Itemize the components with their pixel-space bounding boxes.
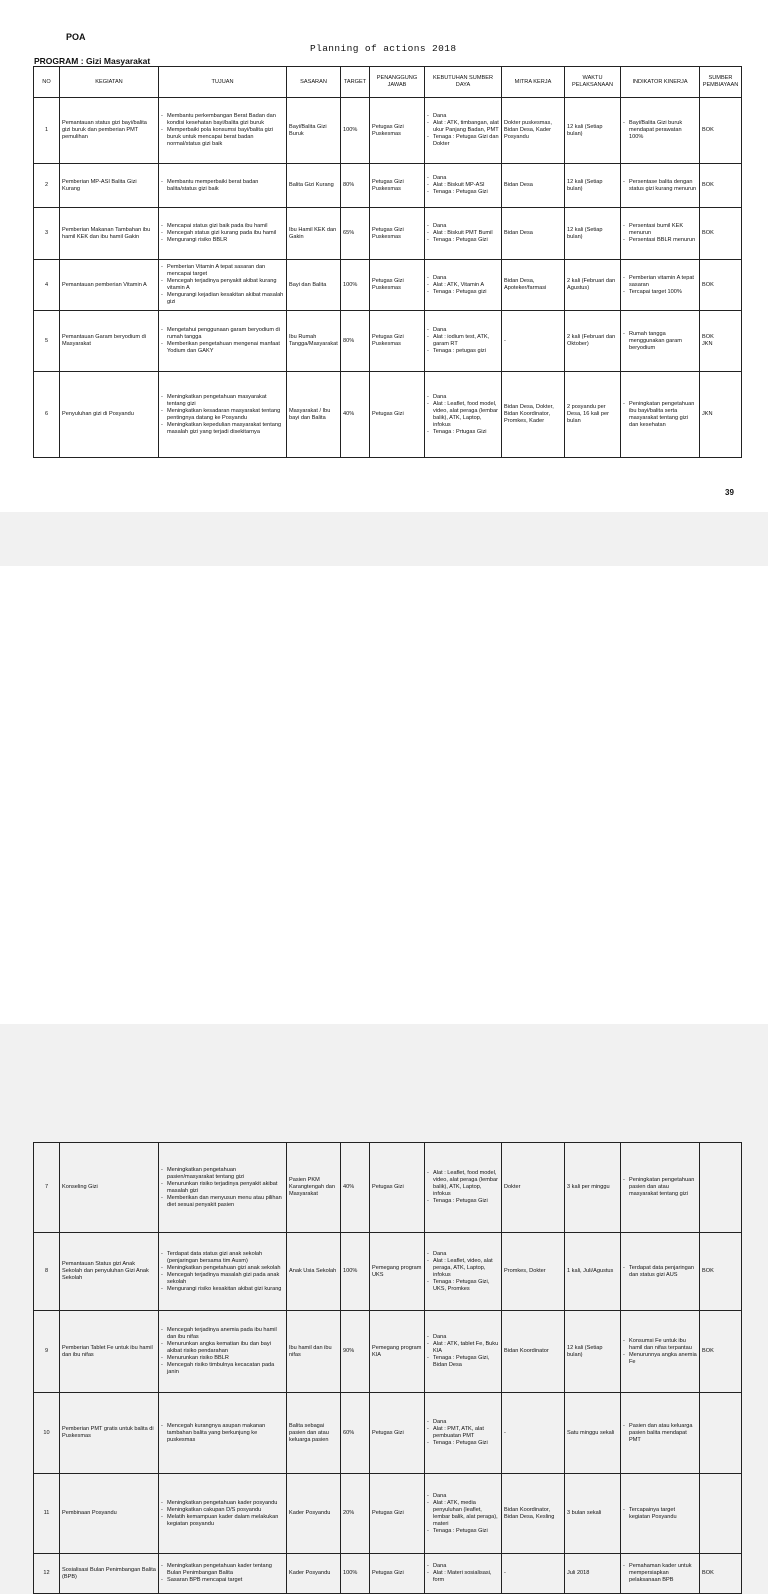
column-header: NO — [34, 67, 60, 98]
sasaran-cell: Balita Gizi Kurang — [287, 164, 341, 208]
list-item: - Terdapat data status gizi anak sekolah (penjaringan bersama tim Ausm) — [161, 1251, 284, 1265]
row-number: 11 — [34, 1474, 60, 1554]
list-item: - Persentase balita dengan status gizi kurang menurun — [623, 179, 697, 193]
list-item: - Alat : Biskuit MP-ASI — [427, 182, 499, 189]
row-number: 6 — [34, 372, 60, 458]
poa-label: POA — [66, 32, 86, 42]
list-item: - Mengurangi risiko kesakitan akibat gizi kurang — [161, 1286, 284, 1293]
list-item: - Alat : PMT, ATK, alat pembuatan PMT — [427, 1426, 499, 1440]
tujuan-cell — [159, 1311, 287, 1393]
penanggung-jawab-cell: Petugas Gizi — [370, 372, 425, 458]
list-item: - Alat : Materi sosialisasi, form — [427, 1570, 499, 1584]
sumber-daya-cell — [425, 1554, 502, 1594]
list-item: - Meningkatkan pengetahuan pasien/masyarakat tentang gizi — [161, 1167, 284, 1181]
penanggung-jawab-cell: Petugas Gizi Puskesmas — [370, 164, 425, 208]
list-item: - Tenaga : Petugas Gizi — [427, 1198, 499, 1205]
kegiatan-cell: Penyuluhan gizi di Posyandu — [60, 372, 159, 458]
indikator-cell — [621, 208, 700, 260]
kegiatan-cell: Pemberian MP-ASI Balita Gizi Kurang — [60, 164, 159, 208]
list-item: - Alat : Biskuit PMT Bumil — [427, 230, 499, 237]
kegiatan-cell: Pemantauan status gizi bayi/balita gizi buruk dan pemberian PMT pemulihan — [60, 98, 159, 164]
target-cell: 90% — [341, 1311, 370, 1393]
poa-table-page-1 — [33, 66, 742, 458]
list-item: - Tenaga : Petugas Gizi — [427, 1528, 499, 1535]
column-header: TARGET — [341, 67, 370, 98]
sumber-pembiayaan-cell: BOK JKN — [700, 311, 742, 372]
sasaran-cell: Balita sebagai pasien dan atau keluarga pasien — [287, 1393, 341, 1474]
mitra-kerja-cell: Bidan Desa — [502, 208, 565, 260]
list-item: - Meningkatkan pengetahuan gizi anak sekolah — [161, 1265, 284, 1272]
row-number: 2 — [34, 164, 60, 208]
column-header: KEBUTUHAN SUMBER DAYA — [425, 67, 502, 98]
column-header: SASARAN — [287, 67, 341, 98]
sasaran-cell: Kader Posyandu — [287, 1474, 341, 1554]
row-number: 9 — [34, 1311, 60, 1393]
table-row — [34, 164, 742, 208]
sumber-daya-cell — [425, 1474, 502, 1554]
waktu-cell: 3 bulan sekali — [565, 1474, 621, 1554]
list-item: - Pasien dan atau keluarga pasien balita mendapat PMT — [623, 1423, 697, 1444]
document-page-1 — [0, 0, 768, 512]
sumber-pembiayaan-cell: BOK — [700, 1311, 742, 1393]
waktu-cell: 12 kali (Setiap bulan) — [565, 1311, 621, 1393]
list-item: - Terdapat data penjaringan dan status gizi AUS — [623, 1265, 697, 1279]
row-number: 7 — [34, 1143, 60, 1233]
list-item: - Mencegah terjadinya anemia pada ibu hamil dan ibu nifas — [161, 1327, 284, 1341]
tujuan-cell — [159, 164, 287, 208]
waktu-cell: 1 kali, Juli/Agustus — [565, 1233, 621, 1311]
table-row — [34, 1393, 742, 1474]
column-header: PENANGGUNG JAWAB — [370, 67, 425, 98]
list-item: - Tenaga : Petugas Gizi, Bidan Desa — [427, 1355, 499, 1369]
sumber-pembiayaan-cell — [700, 1143, 742, 1233]
indikator-cell — [621, 1311, 700, 1393]
target-cell: 100% — [341, 260, 370, 311]
mitra-kerja-cell: - — [502, 311, 565, 372]
indikator-cell — [621, 260, 700, 311]
sasaran-cell: Kader Posyandu — [287, 1554, 341, 1594]
sumber-daya-cell — [425, 1311, 502, 1393]
list-item: - Alat : iodium test, ATK, garam RT — [427, 334, 499, 348]
penanggung-jawab-cell: Petugas Gizi — [370, 1474, 425, 1554]
sumber-pembiayaan-cell — [700, 1393, 742, 1474]
kegiatan-cell: Pemantauan Garam beryodium di Masyarakat — [60, 311, 159, 372]
row-number: 8 — [34, 1233, 60, 1311]
list-item: - Meningkatkan pengetahuan masyarakat tentang gizi — [161, 394, 284, 408]
list-item: - Memberikan dan menyusun menu atau pilihan diet sesuai penyakit pasien — [161, 1195, 284, 1209]
kegiatan-cell: Pemantauan pemberian Vitamin A — [60, 260, 159, 311]
kegiatan-cell: Pembinaan Posyandu — [60, 1474, 159, 1554]
row-number: 10 — [34, 1393, 60, 1474]
sumber-daya-cell — [425, 1393, 502, 1474]
list-item: - Menurunnya angka anemia Fe — [623, 1352, 697, 1366]
list-item: - Tenaga : Petugas Gizi dan Dokter — [427, 134, 499, 148]
target-cell: 100% — [341, 1233, 370, 1311]
sumber-pembiayaan-cell: BOK — [700, 260, 742, 311]
list-item: - Tenaga : Petugas Gizi — [427, 1440, 499, 1447]
row-number: 3 — [34, 208, 60, 260]
sasaran-cell: Bayi/Balita Gizi Buruk — [287, 98, 341, 164]
sumber-daya-cell — [425, 311, 502, 372]
row-number: 1 — [34, 98, 60, 164]
kegiatan-cell: Pemberian PMT gratis untuk balita di Puskesmas — [60, 1393, 159, 1474]
table-row — [34, 98, 742, 164]
waktu-cell: 12 kali (Setiap bulan) — [565, 208, 621, 260]
tujuan-cell — [159, 1393, 287, 1474]
list-item: - Alat : Leaflet, food model, video, alat peraga (lembar balik), ATK, Laptop, infokus — [427, 1170, 499, 1198]
waktu-cell: Juli 2018 — [565, 1554, 621, 1594]
list-item: - Menurunkan angka kematian ibu dan bayi akibat risiko pendarahan — [161, 1341, 284, 1355]
list-item: - Mencegah terjadinya masalah gizi pada anak sekolah — [161, 1272, 284, 1286]
sasaran-cell: Ibu Rumah Tangga/Masyarakat — [287, 311, 341, 372]
sasaran-cell: Bayi dan Balita — [287, 260, 341, 311]
tujuan-cell — [159, 1143, 287, 1233]
target-cell: 20% — [341, 1474, 370, 1554]
list-item: - Alat : ATK, Vitamin A — [427, 282, 499, 289]
tujuan-cell — [159, 1474, 287, 1554]
list-item: - Meningkatkan cakupan D/S posyandu — [161, 1507, 284, 1514]
list-item: - Meningkatkan pengetahuan kader posyandu — [161, 1500, 284, 1507]
table-row — [34, 1233, 742, 1311]
mitra-kerja-cell: Dokter — [502, 1143, 565, 1233]
table-row — [34, 1554, 742, 1594]
kegiatan-cell: Pemberian Makanan Tambahan ibu hamil KEK dan ibu hamil Gakin — [60, 208, 159, 260]
list-item: - Rumah tangga menggunakan garam beryodium — [623, 331, 697, 352]
list-item: - Dana — [427, 223, 499, 230]
mitra-kerja-cell: Dokter puskesmas, Bidan Desa, Kader Posyandu — [502, 98, 565, 164]
mitra-kerja-cell: Bidan Koordinator — [502, 1311, 565, 1393]
target-cell: 40% — [341, 372, 370, 458]
penanggung-jawab-cell: Petugas Gizi — [370, 1143, 425, 1233]
kegiatan-cell: Pemantauan Status gizi Anak Sekolah dan penyuluhan Gizi Anak Sekolah — [60, 1233, 159, 1311]
list-item: - Meningkatkan kesadaran masyarakat tentang pentingnya datang ke Posyandu — [161, 408, 284, 422]
penanggung-jawab-cell: Petugas Gizi Puskesmas — [370, 98, 425, 164]
program-label: PROGRAM : Gizi Masyarakat — [34, 56, 151, 66]
list-item: - Membantu perkembangan Berat Badan dan kondisi kesehatan bayi/balita gizi buruk — [161, 113, 284, 127]
column-header: KEGIATAN — [60, 67, 159, 98]
mitra-kerja-cell: Promkes, Dokter — [502, 1233, 565, 1311]
list-item: - Dana — [427, 327, 499, 334]
list-item: - Tenaga : Petugas Gizi, UKS, Promkes — [427, 1279, 499, 1293]
sumber-daya-cell — [425, 372, 502, 458]
list-item: - Dana — [427, 1419, 499, 1426]
target-cell: 100% — [341, 1554, 370, 1594]
list-item: - Alat : ATK, media penyuluhan (leaflet, lembar balik, alat peraga), materi — [427, 1500, 499, 1528]
poa-table-page-2 — [33, 1142, 742, 1594]
mitra-kerja-cell: - — [502, 1554, 565, 1594]
list-item: - Alat : Leaflet, video, alat peraga, ATK, Laptop, infokus — [427, 1258, 499, 1279]
table-row — [34, 1474, 742, 1554]
table-row — [34, 372, 742, 458]
list-item: - Mencegah risiko timbulnya kecacatan pada janin — [161, 1362, 284, 1376]
list-item: - Dana — [427, 394, 499, 401]
mitra-kerja-cell: Bidan Desa — [502, 164, 565, 208]
list-item: - Dana — [427, 113, 499, 120]
sasaran-cell: Masyarakat / Ibu bayi dan Balita — [287, 372, 341, 458]
sumber-pembiayaan-cell: BOK — [700, 1233, 742, 1311]
indikator-cell — [621, 164, 700, 208]
kegiatan-cell: Sosialisasi Bulan Penimbangan Balita (BPB) — [60, 1554, 159, 1594]
indikator-cell — [621, 1393, 700, 1474]
table-row — [34, 311, 742, 372]
table-row — [34, 1311, 742, 1393]
list-item: - Peningkatan pengetahuan ibu bayi/balita serta masyarakat tentang gizi dan kesehatan — [623, 401, 697, 429]
list-item: - Bayi/Balita Gizi buruk mendapat perawatan 100% — [623, 120, 697, 141]
waktu-cell: 12 kali (Setiap bulan) — [565, 98, 621, 164]
kegiatan-cell: Pemberian Tablet Fe untuk ibu hamil dan ibu nifas — [60, 1311, 159, 1393]
list-item: - Membantu memperbaiki berat badan balita/status gizi baik — [161, 179, 284, 193]
penanggung-jawab-cell: Pemegang program UKS — [370, 1233, 425, 1311]
list-item: - Mencapai status gizi baik pada ibu hamil — [161, 223, 284, 230]
kegiatan-cell: Konseling Gizi — [60, 1143, 159, 1233]
page-number: 39 — [725, 488, 734, 497]
sasaran-cell: Ibu Hamil KEK dan Gakin — [287, 208, 341, 260]
list-item: - Tercapainya target kegiatan Posyandu — [623, 1507, 697, 1521]
list-item: - Tenaga : Prtugas Gizi — [427, 429, 499, 436]
list-item: - Persentasi bumil KEK menurun — [623, 223, 697, 237]
tujuan-cell — [159, 260, 287, 311]
sumber-pembiayaan-cell: BOK — [700, 208, 742, 260]
list-item: - Peningkatan pengetahuan pasien dan atau masyarakat tentang gizi — [623, 1177, 697, 1198]
list-item: - Dana — [427, 275, 499, 282]
target-cell: 80% — [341, 164, 370, 208]
penanggung-jawab-cell: Petugas Gizi Puskesmas — [370, 311, 425, 372]
table-row — [34, 260, 742, 311]
table-header-row — [34, 67, 742, 98]
list-item: - Konsumsi Fe untuk ibu hamil dan nifas terpantau — [623, 1338, 697, 1352]
tujuan-cell — [159, 372, 287, 458]
tujuan-cell — [159, 311, 287, 372]
penanggung-jawab-cell: Petugas Gizi Puskesmas — [370, 208, 425, 260]
list-item: - Memberikan pengetahuan mengenai manfaat Yodium dan GAKY — [161, 341, 284, 355]
row-number: 5 — [34, 311, 60, 372]
sumber-pembiayaan-cell: JKN — [700, 372, 742, 458]
tujuan-cell — [159, 98, 287, 164]
indikator-cell — [621, 1554, 700, 1594]
sumber-pembiayaan-cell: BOK — [700, 1554, 742, 1594]
list-item: - Mengetahui penggunaan garam beryodium di rumah tangga — [161, 327, 284, 341]
sasaran-cell: Pasien PKM Karangtengah dan Masyarakat — [287, 1143, 341, 1233]
penanggung-jawab-cell: Petugas Gizi — [370, 1554, 425, 1594]
target-cell: 80% — [341, 311, 370, 372]
tujuan-cell — [159, 1233, 287, 1311]
sumber-daya-cell — [425, 164, 502, 208]
list-item: - Mengurangi kejadian kesakitan akibat masalah gizi — [161, 292, 284, 306]
document-page-2 — [0, 566, 768, 1583]
target-cell: 60% — [341, 1393, 370, 1474]
list-item: - Mengurangi risiko BBLR — [161, 237, 284, 244]
table-row — [34, 1143, 742, 1233]
sumber-daya-cell — [425, 98, 502, 164]
indikator-cell — [621, 98, 700, 164]
waktu-cell: 2 kali (Februari dan Oktober) — [565, 311, 621, 372]
list-item: - Alat : ATK, timbangan, alat ukur Panjang Badan, PMT — [427, 120, 499, 134]
indikator-cell — [621, 311, 700, 372]
sumber-daya-cell — [425, 208, 502, 260]
column-header: MITRA KERJA — [502, 67, 565, 98]
penanggung-jawab-cell: Petugas Gizi — [370, 1393, 425, 1474]
waktu-cell: 2 posyandu per Desa, 16 kali per bulan — [565, 372, 621, 458]
sumber-pembiayaan-cell: BOK — [700, 164, 742, 208]
mitra-kerja-cell: Bidan Desa, Apoteker/farmasi — [502, 260, 565, 311]
waktu-cell: 12 kali (Setiap bulan) — [565, 164, 621, 208]
waktu-cell: 3 kali per minggu — [565, 1143, 621, 1233]
list-item: - Dana — [427, 1493, 499, 1500]
list-item: - Dana — [427, 175, 499, 182]
penanggung-jawab-cell: Pemegang program KIA — [370, 1311, 425, 1393]
column-header: INDIKATOR KINERJA — [621, 67, 700, 98]
sasaran-cell: Anak Usia Sekolah — [287, 1233, 341, 1311]
list-item: - Mencegah terjadinya penyakit akibat kurang vitamin A — [161, 278, 284, 292]
list-item: - Dana — [427, 1563, 499, 1570]
column-header: WAKTU PELAKSANAAN — [565, 67, 621, 98]
list-item: - Melatih kemampuan kader dalam melakukan kegiatan posyandu — [161, 1514, 284, 1528]
mitra-kerja-cell: - — [502, 1393, 565, 1474]
sumber-pembiayaan-cell — [700, 1474, 742, 1554]
target-cell: 65% — [341, 208, 370, 260]
sumber-daya-cell — [425, 1143, 502, 1233]
list-item: - Menurunkan risiko terjadinya penyakit akibat masalah gizi — [161, 1181, 284, 1195]
tujuan-cell — [159, 208, 287, 260]
sumber-daya-cell — [425, 260, 502, 311]
sumber-pembiayaan-cell: BOK — [700, 98, 742, 164]
indikator-cell — [621, 1143, 700, 1233]
list-item: - Alat : Leaflet, food model, video, alat peraga (lembar balik), ATK, Laptop, infokus — [427, 401, 499, 429]
list-item: - Dana — [427, 1251, 499, 1258]
column-header: TUJUAN — [159, 67, 287, 98]
list-item: - Meningkatkan kepedulian masyarakat tentang masalah gizi yang terjadi disekitarnya — [161, 422, 284, 436]
indikator-cell — [621, 1233, 700, 1311]
row-number: 4 — [34, 260, 60, 311]
list-item: - Tenaga : Petugas Gizi — [427, 237, 499, 244]
mitra-kerja-cell: Bidan Koordinator, Bidan Desa, Kesling — [502, 1474, 565, 1554]
column-header: SUMBER PEMBIAYAAN — [700, 67, 742, 98]
list-item: - Tenaga : petugas gizi — [427, 348, 499, 355]
sasaran-cell: Ibu hamil dan ibu nifas — [287, 1311, 341, 1393]
waktu-cell: Satu minggu sekali — [565, 1393, 621, 1474]
list-item: - Mencegah kurangnya asupan makanan tambahan balita yang berkunjung ke puskesmas — [161, 1423, 284, 1444]
list-item: - Pemahaman kader untuk mempersiapkan pelaksanaan BPB — [623, 1563, 697, 1584]
target-cell: 40% — [341, 1143, 370, 1233]
list-item: - Tenaga : Petugas gizi — [427, 289, 499, 296]
list-item: - Meningkatkan pengetahuan kader tentang Bulan Penimbangan Balita — [161, 1563, 284, 1577]
list-item: - Dana — [427, 1334, 499, 1341]
list-item: - Pemberian Vitamin A tepat sasaran dan mencapai target — [161, 264, 284, 278]
list-item: - Sasaran BPB mencapai target — [161, 1577, 284, 1584]
list-item: - Alat : ATK, tablet Fe, Buku KIA — [427, 1341, 499, 1355]
waktu-cell: 2 kali (Februari dan Agustus) — [565, 260, 621, 311]
target-cell: 100% — [341, 98, 370, 164]
tujuan-cell — [159, 1554, 287, 1594]
list-item: - Persentasi BBLR menurun — [623, 237, 697, 244]
list-item: - Menurunkan risiko BBLR — [161, 1355, 284, 1362]
indikator-cell — [621, 372, 700, 458]
mitra-kerja-cell: Bidan Desa, Dokter, Bidan Koordinator, Promkes, Kader — [502, 372, 565, 458]
list-item: - Tercapai target 100% — [623, 289, 697, 296]
list-item: - Tenaga : Petugas Gizi — [427, 189, 499, 196]
penanggung-jawab-cell: Petugas Gizi Puskesmas — [370, 260, 425, 311]
page-title: Planning of actions 2018 — [310, 43, 457, 54]
sumber-daya-cell — [425, 1233, 502, 1311]
indikator-cell — [621, 1474, 700, 1554]
row-number: 12 — [34, 1554, 60, 1594]
list-item: - Mencegah status gizi kurang pada ibu hamil — [161, 230, 284, 237]
table-row — [34, 208, 742, 260]
list-item: - Pemberian vitamin A tepat sasaran — [623, 275, 697, 289]
list-item: - Memperbaiki pola konsumsi bayi/balita gizi buruk untuk mencapai berat badan normal/status gizi baik — [161, 127, 284, 148]
